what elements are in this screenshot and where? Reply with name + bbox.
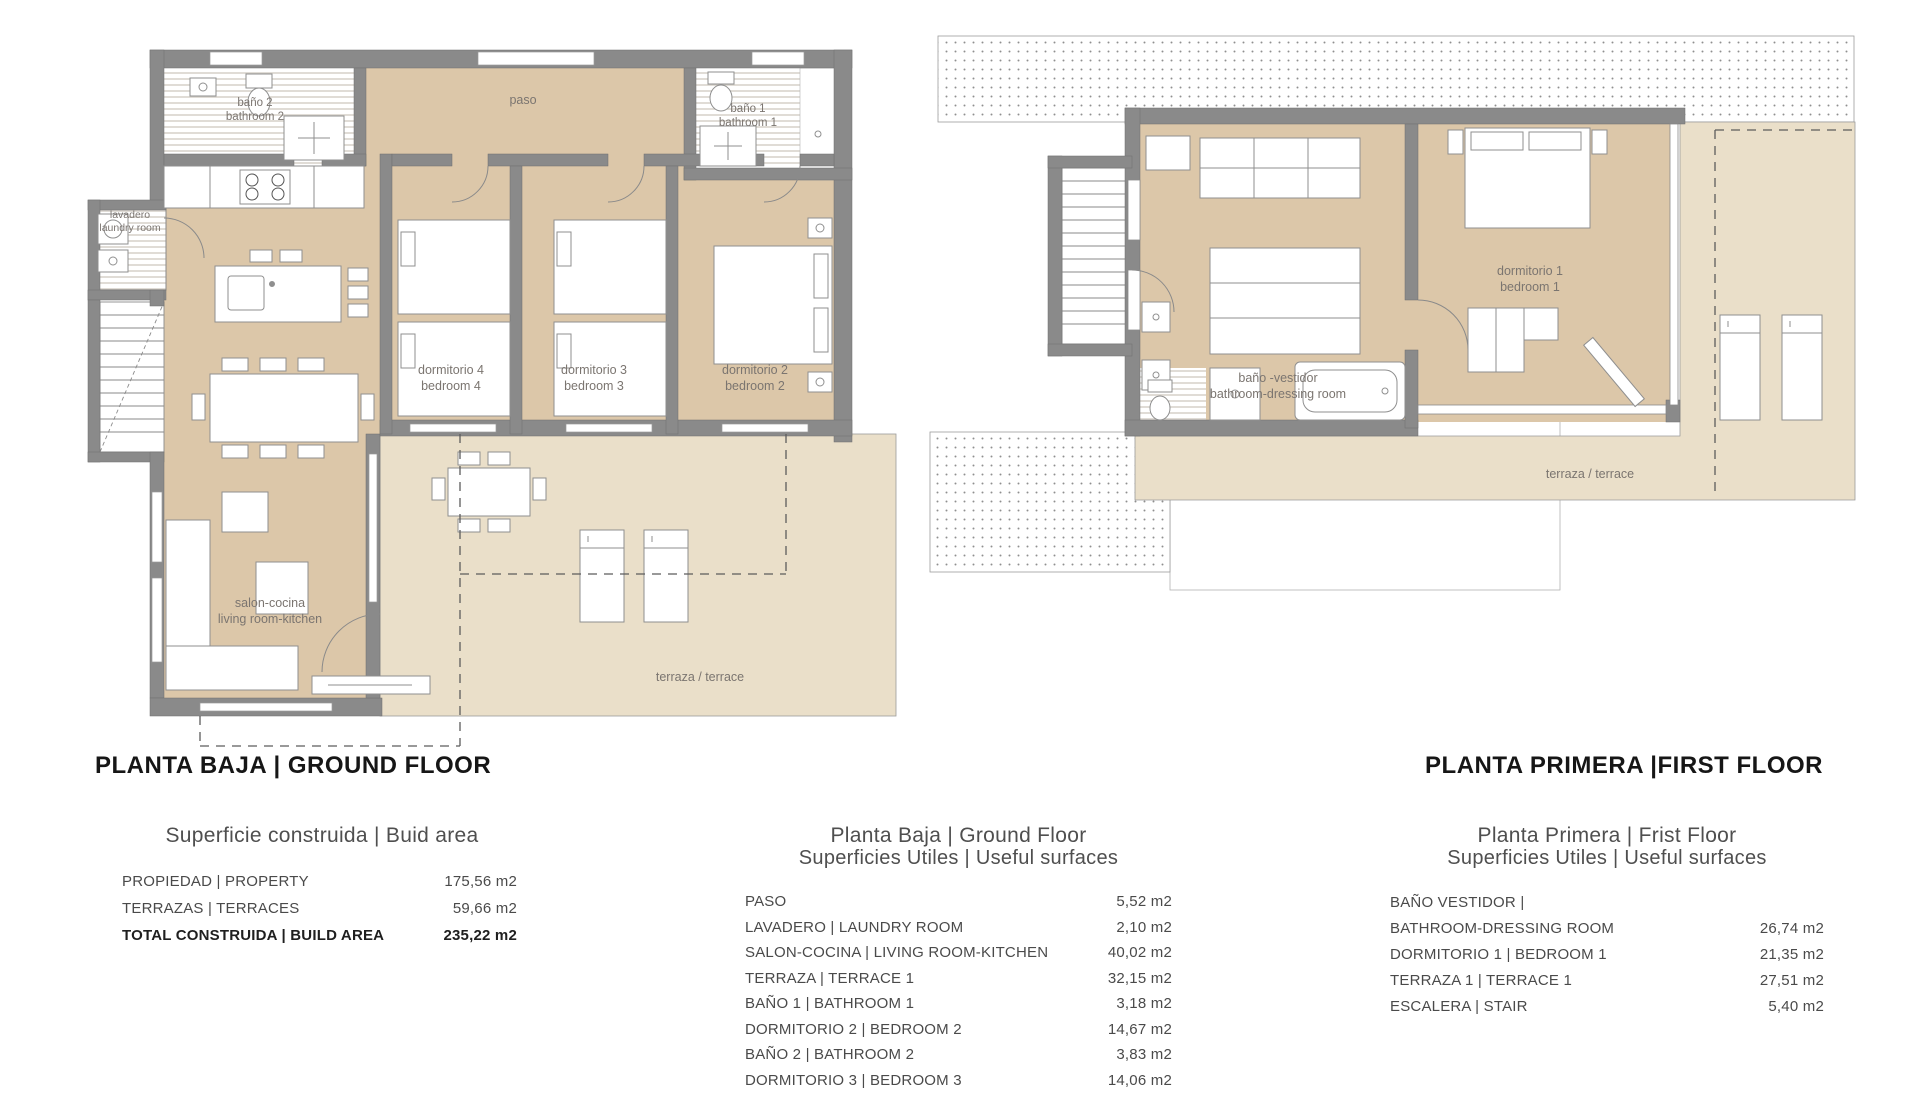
table-row (1390, 993, 1824, 1019)
row-value: 5,52 m2 (1116, 893, 1172, 910)
row-label: TERRAZAS | TERRACES (122, 900, 299, 917)
built-area-header: Superficie construida | Buid area (122, 824, 522, 848)
label-bathroom1: baño 1 (730, 103, 765, 115)
row-label: SALON-COCINA | LIVING ROOM-KITCHEN (745, 944, 1048, 961)
table-row (1390, 967, 1824, 993)
row-label: PASO (745, 893, 786, 910)
label-bedroom4-en: bedroom 4 (421, 379, 481, 393)
row-label: TOTAL CONSTRUIDA | BUILD AREA (122, 927, 384, 944)
row-value: 14,67 m2 (1108, 1021, 1172, 1038)
row-value: 40,02 m2 (1108, 944, 1172, 961)
label-bedroom1-en: bedroom 1 (1500, 280, 1560, 294)
label-bedroom3: dormitorio 3 (561, 363, 627, 377)
row-label: TERRAZA 1 | TERRACE 1 (1390, 972, 1572, 989)
table-row (1390, 941, 1824, 967)
header-line2: Superficies Utiles | Useful surfaces (1390, 847, 1824, 870)
row-value: 32,15 m2 (1108, 970, 1172, 987)
row-label: DORMITORIO 1 | BEDROOM 1 (1390, 946, 1607, 963)
row-value: 3,18 m2 (1116, 995, 1172, 1012)
table-row-clipped (745, 1068, 1172, 1093)
row-label: BAÑO 2 | BATHROOM 2 (745, 1046, 914, 1063)
row-value: 175,56 m2 (444, 873, 517, 890)
label-livingroom: salon-cocina (235, 596, 305, 610)
label-bedroom4: dormitorio 4 (418, 363, 484, 377)
row-label: DORMITORIO 3 | BEDROOM 3 (745, 1072, 962, 1089)
first-floor-plan (870, 20, 1870, 620)
row-value: 26,74 m2 (1760, 920, 1824, 937)
table-row (745, 889, 1172, 915)
label-livingroom-en: living room-kitchen (218, 612, 322, 626)
first-useful-table (1390, 889, 1824, 1019)
label-laundry: lavadero (110, 209, 150, 221)
label-bedroom3-en: bedroom 3 (564, 379, 624, 393)
row-value: 5,40 m2 (1768, 998, 1824, 1015)
header-line2: Superficies Utiles | Useful surfaces (745, 847, 1172, 870)
first-stairs (1062, 168, 1128, 344)
table-row (745, 991, 1172, 1017)
label-first-terrace: terraza / terrace (1546, 467, 1634, 481)
ground-useful-table (745, 889, 1172, 1093)
label-bath-dressing-en: bathroom-dressing room (1210, 387, 1346, 401)
label-bedroom2-en: bedroom 2 (725, 379, 785, 393)
table-row (745, 1017, 1172, 1043)
row-value: 27,51 m2 (1760, 972, 1824, 989)
built-area-table (122, 868, 517, 949)
row-label: BAÑO 1 | BATHROOM 1 (745, 995, 914, 1012)
row-label: BAÑO VESTIDOR | (1390, 894, 1524, 911)
row-value: 235,22 m2 (443, 927, 517, 944)
ground-floor-title: PLANTA BAJA | GROUND FLOOR (95, 752, 491, 780)
label-bathroom1-en: bathroom 1 (719, 117, 777, 129)
row-label: LAVADERO | LAUNDRY ROOM (745, 919, 963, 936)
table-row-total (122, 922, 517, 949)
table-row (1390, 915, 1824, 941)
first-useful-header (1390, 824, 1824, 870)
label-bath-dressing: baño -vestidor (1238, 371, 1317, 385)
row-value: 3,83 m2 (1116, 1046, 1172, 1063)
label-bathroom2-en: bathroom 2 (226, 111, 284, 123)
row-value: 14,06 m2 (1108, 1072, 1172, 1089)
table-row (122, 895, 517, 922)
label-bedroom2: dormitorio 2 (722, 363, 788, 377)
row-value: 59,66 m2 (453, 900, 517, 917)
label-bedroom1: dormitorio 1 (1497, 264, 1563, 278)
table-row (745, 966, 1172, 992)
ground-useful-header (745, 824, 1172, 870)
table-row (745, 940, 1172, 966)
header-line1: Planta Primera | Frist Floor (1390, 824, 1824, 847)
label-paso: paso (509, 93, 536, 107)
first-floor-title: PLANTA PRIMERA |FIRST FLOOR (1323, 752, 1823, 780)
label-ground-terrace: terraza / terrace (656, 670, 744, 684)
table-row (745, 915, 1172, 941)
row-label: BATHROOM-DRESSING ROOM (1390, 920, 1614, 937)
label-bathroom2: baño 2 (237, 97, 272, 109)
row-value: 21,35 m2 (1760, 946, 1824, 963)
table-row (745, 1042, 1172, 1068)
row-label: ESCALERA | STAIR (1390, 998, 1528, 1015)
table-row (1390, 889, 1824, 915)
ground-stairs (100, 302, 164, 452)
table-row (122, 868, 517, 895)
row-label: DORMITORIO 2 | BEDROOM 2 (745, 1021, 962, 1038)
row-label: PROPIEDAD | PROPERTY (122, 873, 309, 890)
row-label: TERRAZA | TERRACE 1 (745, 970, 914, 987)
roof-pergola-bottom (930, 432, 1170, 572)
header-line1: Planta Baja | Ground Floor (745, 824, 1172, 847)
label-laundry-en: laundry room (99, 222, 161, 234)
row-value: 2,10 m2 (1116, 919, 1172, 936)
ground-floor-plan (60, 22, 910, 722)
